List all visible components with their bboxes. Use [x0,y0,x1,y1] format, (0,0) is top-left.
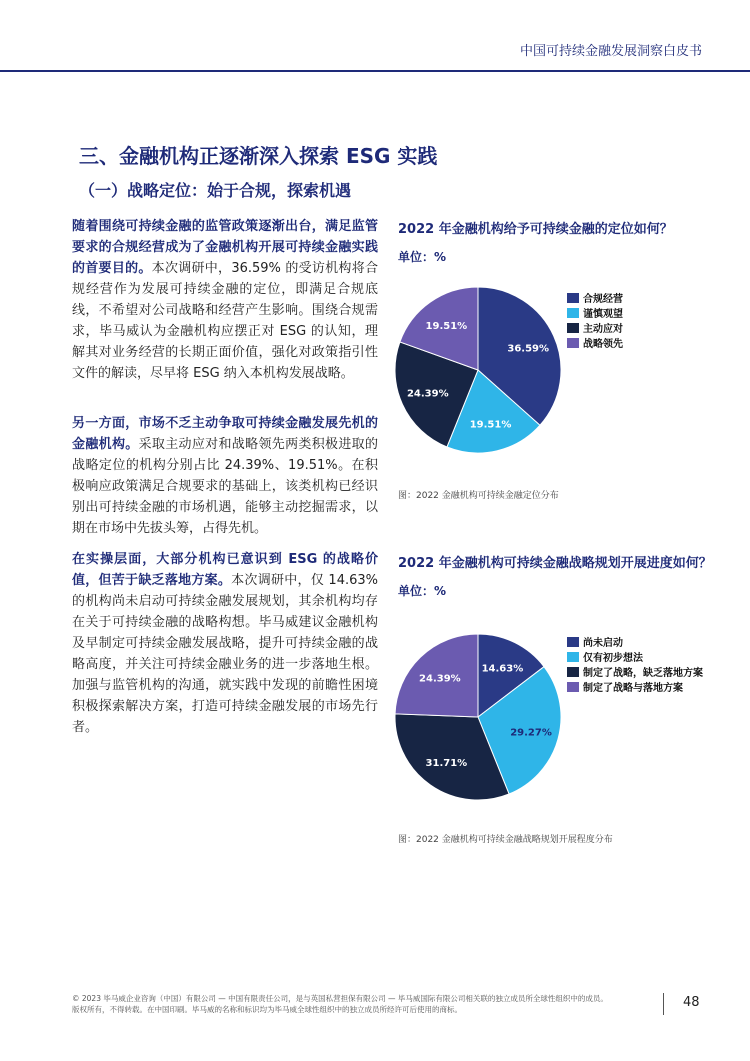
legend-item [567,664,703,679]
legend-swatch [567,652,579,662]
chart-2-legend [567,634,703,694]
legend-swatch [567,293,579,303]
legend-item [567,320,623,335]
footer-line-2: 版权所有，不得转载。在中国印刷。毕马威的名称和标识均为毕马威全球性组织中的独立成员所经许可后使用的商标。 [72,1005,462,1014]
page-number: 48 [683,995,700,1010]
paragraph-compliance [72,216,378,384]
legend-label: 制定了战略，缺乏落地方案 [583,668,703,679]
legend-item [567,679,703,694]
legend-label: 谨慎观望 [583,309,623,320]
legend-swatch [567,682,579,692]
legend-swatch [567,667,579,677]
legend-swatch [567,308,579,318]
pie-slice-label: 19.51% [469,419,512,431]
pie-slice-label: 19.51% [425,321,468,333]
paragraph-body: 本次调研中，36.59% 的受访机构将合规经营作为发展可持续金融的定位，即满足合规底线，不希望对公司战略和经营产生影响。围绕合规需求，毕马威认为金融机构应摆正对 ESG 的认知，理解其对业务经营的长期正面价值，强化对政策指引性文件的解读，尽早将 ESG 纳入本机构发展战略。 [72,261,378,381]
chart-1-legend [567,290,623,350]
legend-label: 仅有初步想法 [583,653,643,664]
paragraph-body: 采取主动应对和战略领先两类积极进取的战略定位的机构分别占比 24.39%、19.51%。在积极响应政策满足合规要求的基础上，该类机构已经识别出可持续金融的市场机遇，能够主动挖掘需求，以期在市场中先拔头筹，占得先机。 [72,437,378,536]
pie-slice-label: 29.27% [510,727,552,739]
chart-2-unit: 单位：% [398,584,447,598]
chart-1-title: 2022 年金融机构给予可持续金融的定位如何？ [398,222,673,237]
pie-slice-label: 31.71% [425,757,468,769]
pie-slice-label: 24.39% [419,673,461,685]
chart-1-unit: 单位：% [398,250,447,264]
pie-slice-label: 24.39% [406,388,449,400]
paragraph-lead: 另一方面，市场不乏主动争取可持续金融发展先机的金融机构。 [72,416,378,452]
legend-label: 主动应对 [583,324,623,335]
legend-swatch [567,637,579,647]
legend-label: 战略领先 [583,339,623,350]
chart-1-pie [393,285,563,455]
chart-2-title: 2022 年金融机构可持续金融战略规划开展进度如何？ [398,556,712,571]
paragraph-lead: 随着围绕可持续金融的监管政策逐渐出台，满足监管要求的合规经营成为了金融机构开展可持续金融实践的首要目的。 [72,219,378,276]
section-title: 三、金融机构正逐渐深入探索 ESG 实践 [79,144,438,168]
paragraph-lead: 在实操层面，大部分机构已意识到 ESG 的战略价值，但苦于缺乏落地方案。 [72,552,378,588]
legend-swatch [567,323,579,333]
legend-label: 合规经营 [583,294,623,305]
legend-label: 制定了战略与落地方案 [583,683,683,694]
paragraph-implementation [72,549,378,738]
legend-item [567,649,703,664]
legend-label: 尚未启动 [583,638,623,649]
legend-item [567,335,623,350]
pie-slice-label: 36.59% [507,343,550,355]
document-header-title: 中国可持续金融发展洞察白皮书 [519,44,702,59]
header-divider [0,70,750,72]
footer-divider [663,993,664,1015]
pie-slice-label: 14.63% [481,663,524,675]
legend-swatch [567,338,579,348]
legend-item [567,305,623,320]
legend-item [567,290,623,305]
chart-1-caption: 图：2022 金融机构可持续金融定位分布 [398,491,559,501]
chart-2-caption: 图：2022 金融机构可持续金融战略规划开展程度分布 [398,835,613,845]
paragraph-market-opportunity [72,413,378,539]
paragraph-body: 本次调研中，仅 14.63% 的机构尚未启动可持续金融发展规划，其余机构均存在关于可持续金融的战略构想。毕马威建议金融机构及早制定可持续金融发展战略，提升可持续金融的战略高度，并关注可持续金融业务的进一步落地生根。加强与监管机构的沟通，就实践中发现的前瞻性困境积极探索解决方案，打造可持续金融发展的市场先行者。 [72,573,378,735]
footer-legal-notice [72,993,647,1015]
legend-item [567,634,703,649]
chart-2-pie [393,632,563,802]
footer-line-1: © 2023 毕马威企业咨询（中国）有限公司 — 中国有限责任公司，是与英国私营担保有限公司 — 毕马威国际有限公司相关联的独立成员所全球性组织中的成员。 [72,994,608,1003]
subsection-title: （一）战略定位：始于合规，探索机遇 [79,181,352,200]
